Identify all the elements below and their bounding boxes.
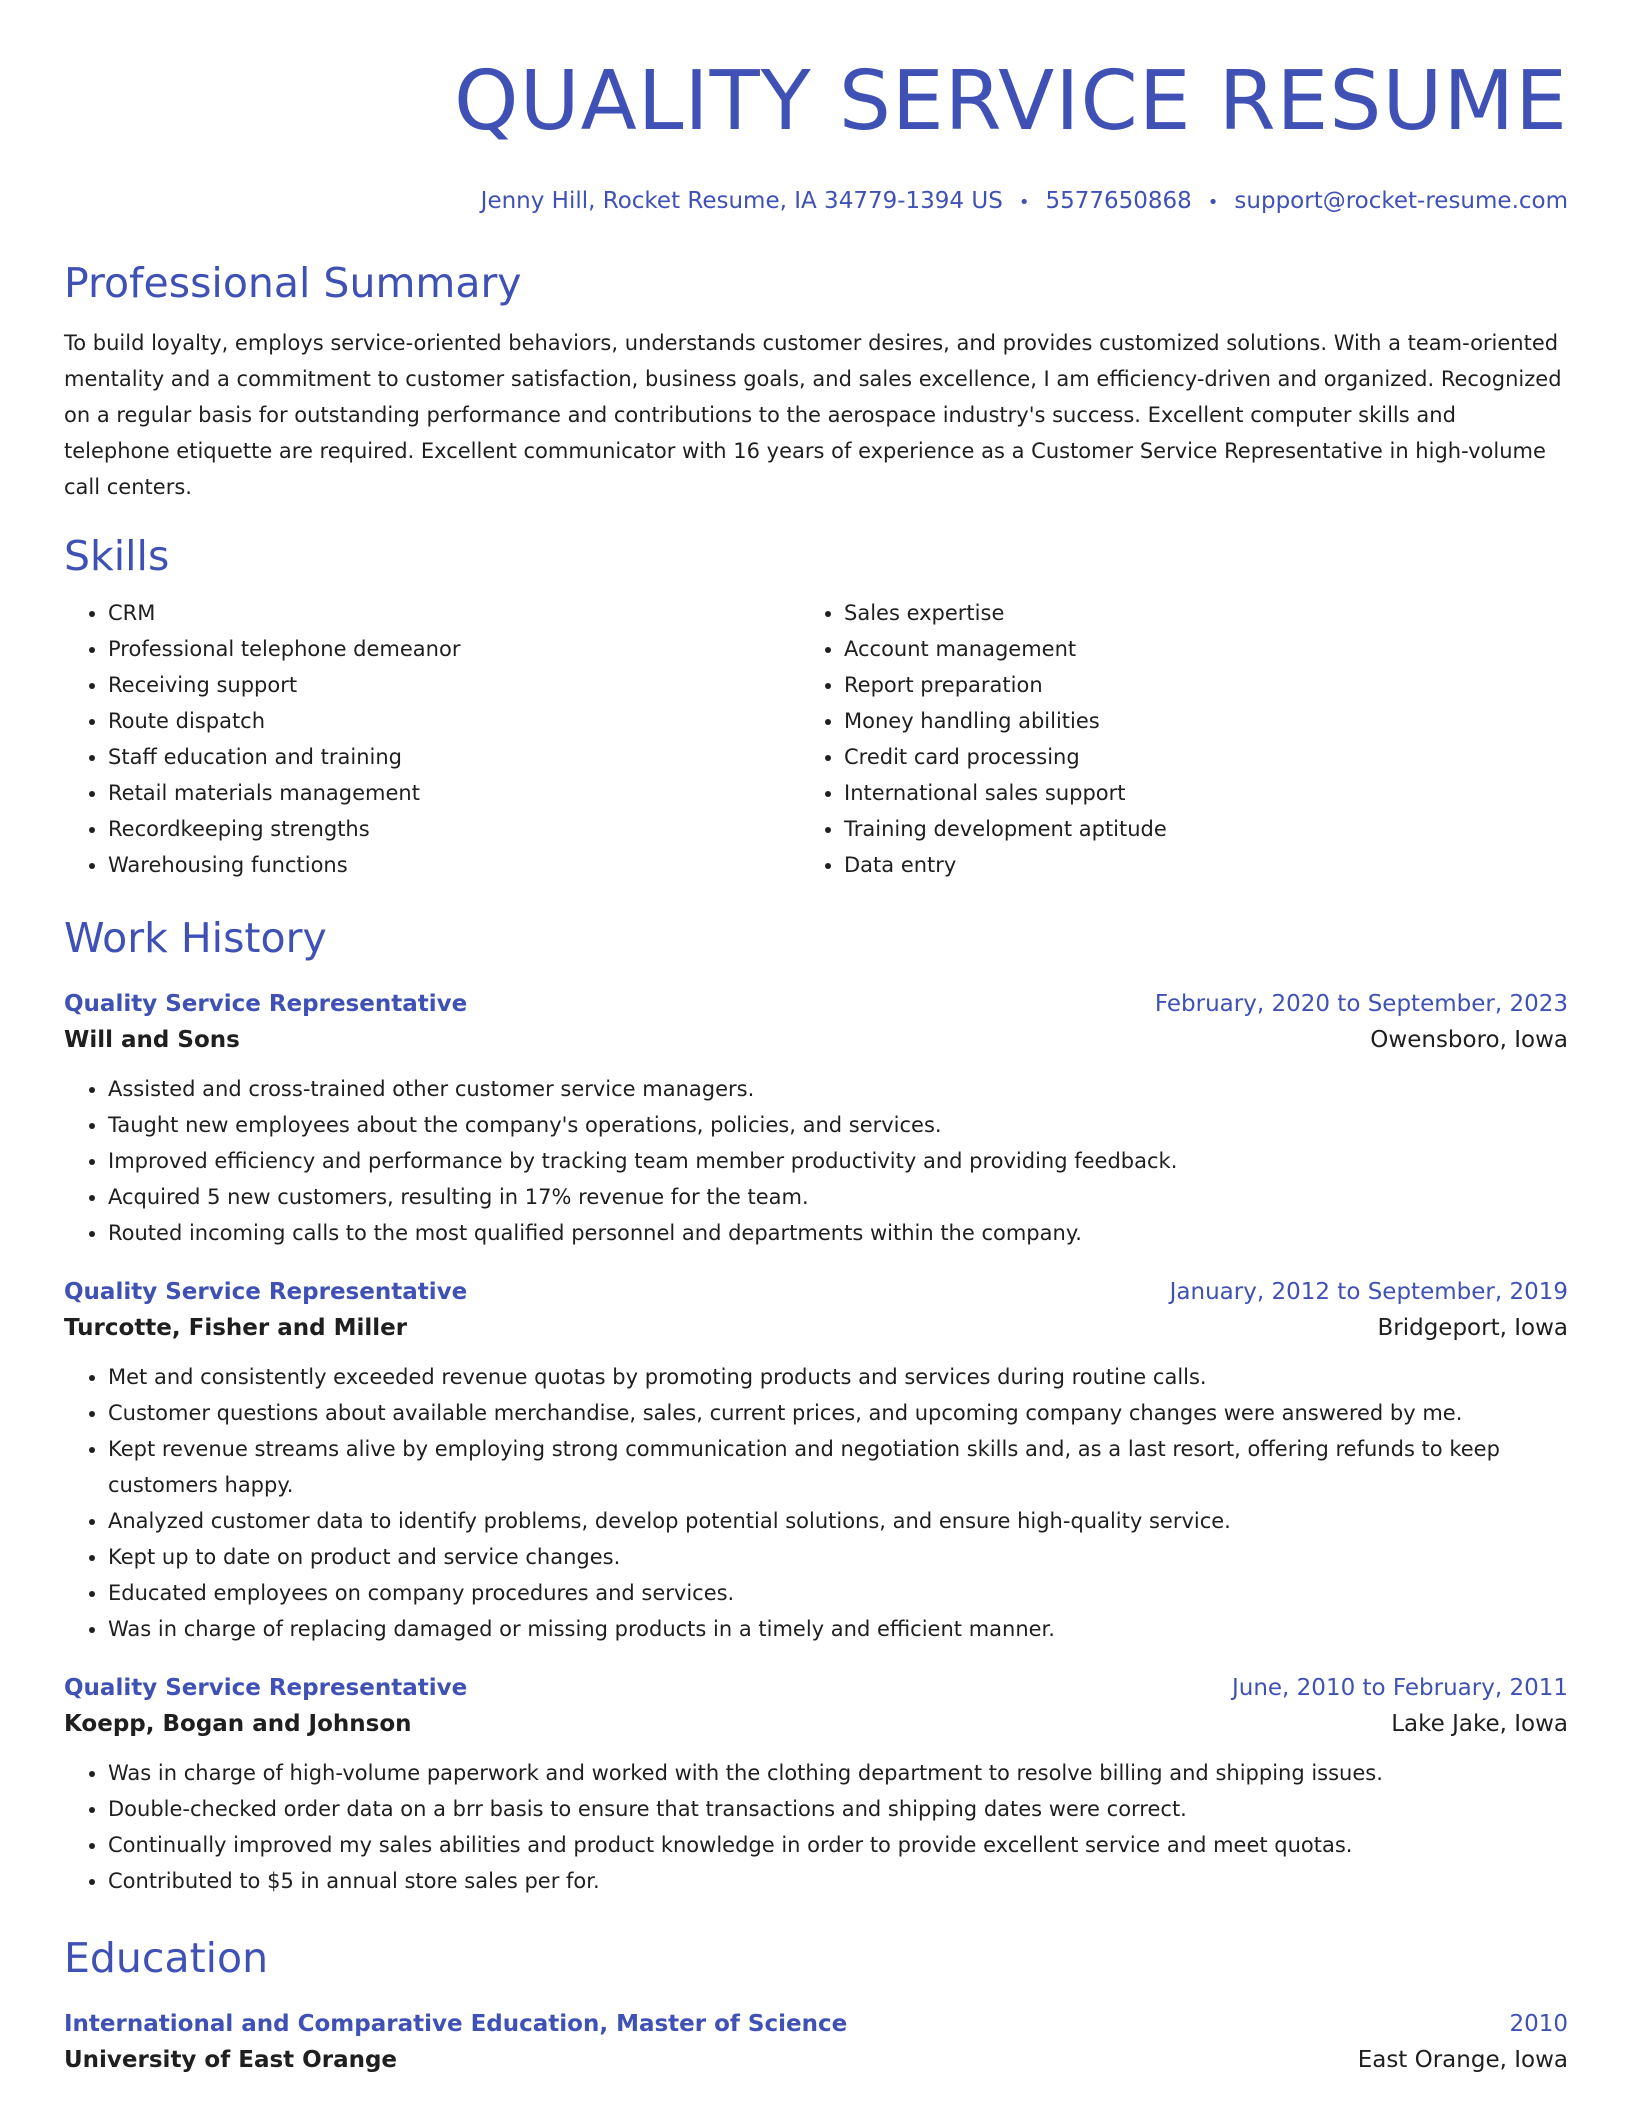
education-degree: International and Comparative Education, Master of Science <box>64 2011 848 2037</box>
job-entry <box>64 1671 1568 1899</box>
skill-item: • Route dispatch <box>108 703 804 739</box>
contact-address: Jenny Hill, Rocket Resume, IA 34779-1394 US <box>480 188 1003 214</box>
skills-column-right <box>804 595 1544 883</box>
resume-title: QUALITY SERVICE RESUME <box>454 54 1568 149</box>
skill-item: • Warehousing functions <box>108 847 804 883</box>
job-bullet: • Assisted and cross-trained other customer service managers. <box>108 1071 1568 1107</box>
education-location: East Orange, Iowa <box>1357 2047 1568 2073</box>
job-bullet: • Continually improved my sales abilities and product knowledge in order to provide excellent service and meet quotas. <box>108 1827 1568 1863</box>
education-school: University of East Orange <box>64 2047 398 2073</box>
job-title: Quality Service Representative <box>64 1279 468 1305</box>
job-bullet: • Customer questions about available merchandise, sales, current prices, and upcoming company changes were answered by me. <box>108 1395 1568 1431</box>
job-bullets <box>64 1755 1568 1899</box>
skill-item: • CRM <box>108 595 804 631</box>
job-header <box>64 1671 1568 1705</box>
job-bullet: • Was in charge of high-volume paperwork and worked with the clothing department to resolve billing and shipping issues. <box>108 1755 1568 1791</box>
job-bullet: • Educated employees on company procedures and services. <box>108 1575 1568 1611</box>
job-title: Quality Service Representative <box>64 991 468 1017</box>
contact-separator: • <box>1018 192 1030 213</box>
job-entry <box>64 987 1568 1251</box>
skill-item: • Data entry <box>844 847 1544 883</box>
education-header <box>64 2007 1568 2041</box>
job-entry <box>64 1275 1568 1647</box>
job-bullet: • Double-checked order data on a brr basis to ensure that transactions and shipping dates were correct. <box>108 1791 1568 1827</box>
job-company-row <box>64 1309 1568 1347</box>
job-bullet: • Improved efficiency and performance by tracking team member productivity and providing feedback. <box>108 1143 1568 1179</box>
job-dates: February, 2020 to September, 2023 <box>1154 991 1568 1017</box>
skills-list <box>64 595 1568 883</box>
skill-item: • Account management <box>844 631 1544 667</box>
summary-heading: Professional Summary <box>64 259 522 307</box>
skill-item: • Money handling abilities <box>844 703 1544 739</box>
job-location: Lake Jake, Iowa <box>1391 1711 1568 1737</box>
job-title: Quality Service Representative <box>64 1675 468 1701</box>
job-company: Koepp, Bogan and Johnson <box>64 1711 412 1737</box>
job-bullet: • Met and consistently exceeded revenue quotas by promoting products and services during routine calls. <box>108 1359 1568 1395</box>
education-school-row <box>64 2041 1568 2079</box>
job-company: Will and Sons <box>64 1027 240 1053</box>
skill-item: • Sales expertise <box>844 595 1544 631</box>
skill-item: • Training development aptitude <box>844 811 1544 847</box>
education-heading: Education <box>64 1934 269 1982</box>
job-header <box>64 1275 1568 1309</box>
skill-item: • Professional telephone demeanor <box>108 631 804 667</box>
summary-text: To build loyalty, employs service-oriented behaviors, understands customer desires, and provides customized solutions. With a team-oriented mentality and a commitment to customer satisfaction, business goals, and sales excellence, I am efficiency-driven and organized. Recognized on a regular basis for outstanding performance and contributions to the aerospace industry's success. Excellent computer skills and telephone etiquette are required. Excellent communicator with 16 years of experience as a Customer Service Representative in high-volume call centers. <box>64 331 1562 499</box>
job-company-row <box>64 1021 1568 1059</box>
resume-header <box>64 52 1568 218</box>
skill-item: • International sales support <box>844 775 1544 811</box>
skills-heading: Skills <box>64 532 170 580</box>
skill-item: • Retail materials management <box>108 775 804 811</box>
job-dates: June, 2010 to February, 2011 <box>1231 1675 1568 1701</box>
job-bullet: • Kept up to date on product and service changes. <box>108 1539 1568 1575</box>
job-bullet: • Contributed to $5 in annual store sales per for. <box>108 1863 1568 1899</box>
skill-item: • Staff education and training <box>108 739 804 775</box>
skill-item: • Recordkeeping strengths <box>108 811 804 847</box>
skill-item: • Report preparation <box>844 667 1544 703</box>
job-company-row <box>64 1705 1568 1743</box>
job-bullets <box>64 1071 1568 1251</box>
contact-line <box>64 186 1568 218</box>
job-bullet: • Taught new employees about the company's operations, policies, and services. <box>108 1107 1568 1143</box>
job-bullets <box>64 1359 1568 1647</box>
contact-separator: • <box>1207 192 1219 213</box>
job-bullet: • Was in charge of replacing damaged or missing products in a timely and efficient manner. <box>108 1611 1568 1647</box>
job-location: Bridgeport, Iowa <box>1377 1315 1568 1341</box>
skill-item: • Credit card processing <box>844 739 1544 775</box>
skill-item: • Receiving support <box>108 667 804 703</box>
education-entry <box>64 2007 1568 2079</box>
job-location: Owensboro, Iowa <box>1370 1027 1568 1053</box>
job-bullet: • Kept revenue streams alive by employing strong communication and negotiation skills and, as a last resort, offering refunds to keep customers happy. <box>108 1431 1568 1503</box>
job-bullet: • Acquired 5 new customers, resulting in 17% revenue for the team. <box>108 1179 1568 1215</box>
skills-column-left <box>64 595 804 883</box>
job-bullet: • Analyzed customer data to identify problems, develop potential solutions, and ensure high-quality service. <box>108 1503 1568 1539</box>
job-bullet: • Routed incoming calls to the most qualified personnel and departments within the company. <box>108 1215 1568 1251</box>
education-year: 2010 <box>1509 2011 1568 2037</box>
job-header <box>64 987 1568 1021</box>
job-company: Turcotte, Fisher and Miller <box>64 1315 408 1341</box>
work-history-heading: Work History <box>64 914 327 962</box>
contact-email[interactable]: support@rocket-resume.com <box>1234 188 1568 214</box>
contact-phone: 5577650868 <box>1045 188 1192 214</box>
job-dates: January, 2012 to September, 2019 <box>1169 1279 1568 1305</box>
